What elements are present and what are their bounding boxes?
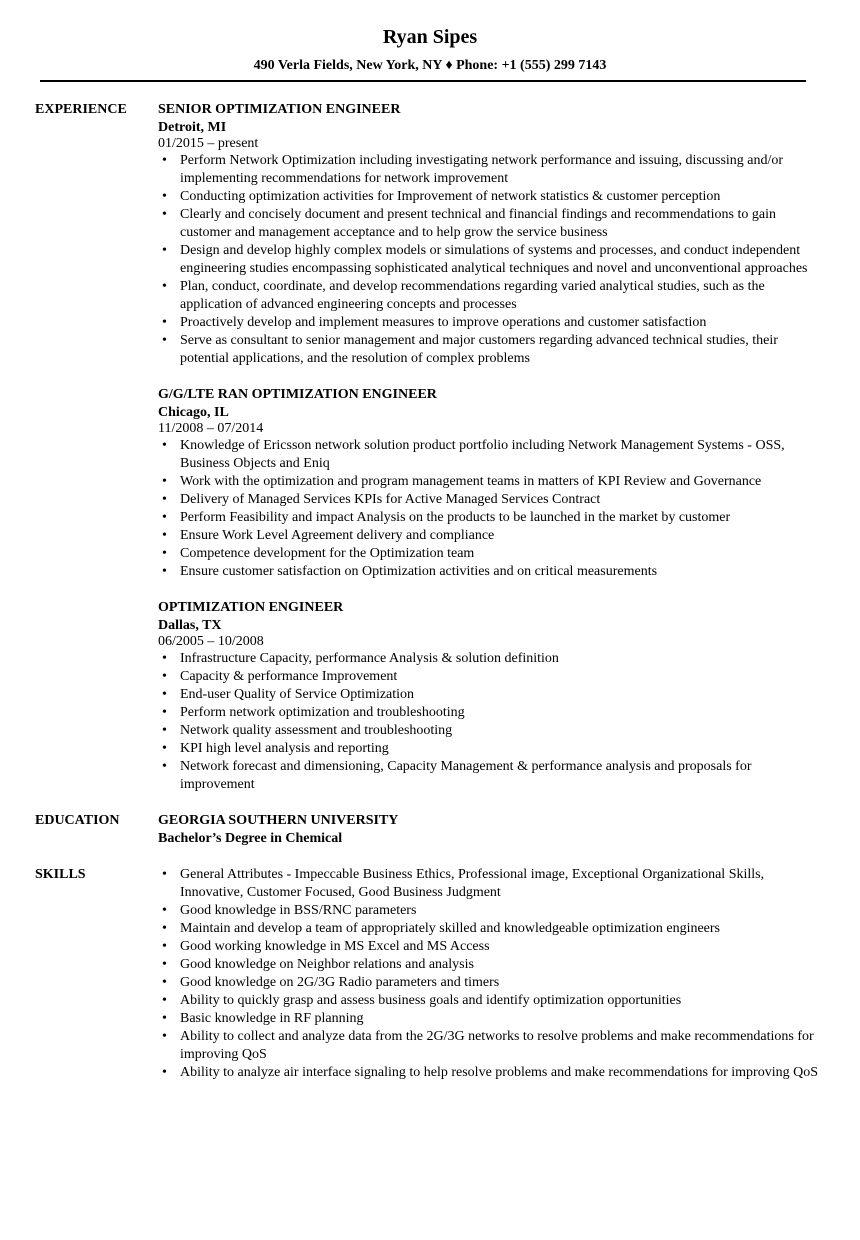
section-label-experience: EXPERIENCE (35, 102, 127, 117)
list-item: • Ability to analyze air interface signaling to help resolve problems and make recommendations for improving QoS (180, 1064, 820, 1082)
job-title: SENIOR OPTIMIZATION ENGINEER (158, 102, 401, 117)
list-item: • Good knowledge in BSS/RNC parameters (180, 902, 820, 920)
list-item: • Good knowledge on 2G/3G Radio parameters and timers (180, 974, 820, 992)
job-location: Detroit, MI (158, 120, 227, 135)
skills-section (35, 866, 820, 1082)
list-item: • Work with the optimization and program management teams in matters of KPI Review and Governance (180, 473, 820, 491)
list-item: • Maintain and develop a team of appropriately skilled and knowledgeable optimization engineers (180, 920, 820, 938)
job-entry (158, 101, 820, 368)
list-item: • Competence development for the Optimization team (180, 545, 820, 563)
list-item: • Perform Feasibility and impact Analysis on the products to be launched in the market by customer (180, 509, 820, 527)
job-title: OPTIMIZATION ENGINEER (158, 600, 344, 615)
list-item: • Clearly and concisely document and present technical and financial findings and recommendations to gain customer and management acceptance and to help grow the service business (180, 206, 820, 242)
job-dates: 01/2015 – present (158, 136, 259, 151)
list-item: • Plan, conduct, coordinate, and develop recommendations regarding varied analytical studies, such as the application of advanced engineering concepts and processes (180, 278, 820, 314)
list-item: • Infrastructure Capacity, performance Analysis & solution definition (180, 650, 820, 668)
skills-body (158, 866, 820, 1082)
list-item: • Ability to collect and analyze data from the 2G/3G networks to resolve problems and make recommendations for improving QoS (180, 1028, 820, 1064)
list-item: • Ensure customer satisfaction on Optimization activities and on critical measurements (180, 563, 820, 581)
skills-list (158, 866, 820, 1082)
list-item: • Design and develop highly complex models or simulations of systems and processes, and conduct independent engineering studies encompassing sophisticated analytical techniques and novel and unconventional approaches (180, 242, 820, 278)
list-item: • Network forecast and dimensioning, Capacity Management & performance analysis and proposals for improvement (180, 758, 820, 794)
header-divider (40, 80, 806, 82)
job-title: G/G/LTE RAN OPTIMIZATION ENGINEER (158, 387, 437, 402)
job-location: Chicago, IL (158, 405, 229, 420)
list-item: • Proactively develop and implement measures to improve operations and customer satisfaction (180, 314, 820, 332)
list-item: • Perform network optimization and troubleshooting (180, 704, 820, 722)
list-item: • Conducting optimization activities for Improvement of network statistics & customer perception (180, 188, 820, 206)
list-item: • Basic knowledge in RF planning (180, 1010, 820, 1028)
education-school: GEORGIA SOUTHERN UNIVERSITY (158, 813, 399, 828)
job-dates: 11/2008 – 07/2014 (158, 421, 264, 436)
job-entry (158, 386, 820, 581)
section-label-education: EDUCATION (35, 813, 120, 828)
education-section (35, 812, 820, 848)
resume-header (0, 0, 860, 75)
job-bullets (158, 650, 820, 794)
list-item: • Good knowledge on Neighbor relations and analysis (180, 956, 820, 974)
list-item: • General Attributes - Impeccable Business Ethics, Professional image, Exceptional Organizational Skills, Innovative, Customer Focused, Good Business Judgment (180, 866, 820, 902)
education-degree: Bachelor’s Degree in Chemical (158, 831, 343, 846)
experience-section (35, 101, 820, 794)
list-item: • Delivery of Managed Services KPIs for Active Managed Services Contract (180, 491, 820, 509)
list-item: • End-user Quality of Service Optimization (180, 686, 820, 704)
list-item: • Network quality assessment and troubleshooting (180, 722, 820, 740)
candidate-name: Ryan Sipes (382, 26, 478, 48)
job-location: Dallas, TX (158, 618, 222, 633)
list-item: • Ability to quickly grasp and assess business goals and identify optimization opportunities (180, 992, 820, 1010)
list-item: • Ensure Work Level Agreement delivery and compliance (180, 527, 820, 545)
list-item: • KPI high level analysis and reporting (180, 740, 820, 758)
section-label-skills: SKILLS (35, 867, 86, 882)
job-bullets (158, 152, 820, 368)
education-body (158, 812, 820, 848)
job-dates: 06/2005 – 10/2008 (158, 634, 264, 649)
job-entry (158, 599, 820, 794)
list-item: • Serve as consultant to senior management and major customers regarding advanced technical studies, their potential applications, and the resolution of complex problems (180, 332, 820, 368)
contact-line: 490 Verla Fields, New York, NY ♦ Phone: +1 (555) 299 7143 (253, 58, 607, 73)
list-item: • Knowledge of Ericsson network solution product portfolio including Network Management Systems - OSS, Business Objects and Eniq (180, 437, 820, 473)
list-item: • Perform Network Optimization including investigating network performance and issuing, discussing and/or implementing recommendations for network improvement (180, 152, 820, 188)
experience-body (158, 101, 820, 794)
job-bullets (158, 437, 820, 581)
list-item: • Good working knowledge in MS Excel and MS Access (180, 938, 820, 956)
list-item: • Capacity & performance Improvement (180, 668, 820, 686)
